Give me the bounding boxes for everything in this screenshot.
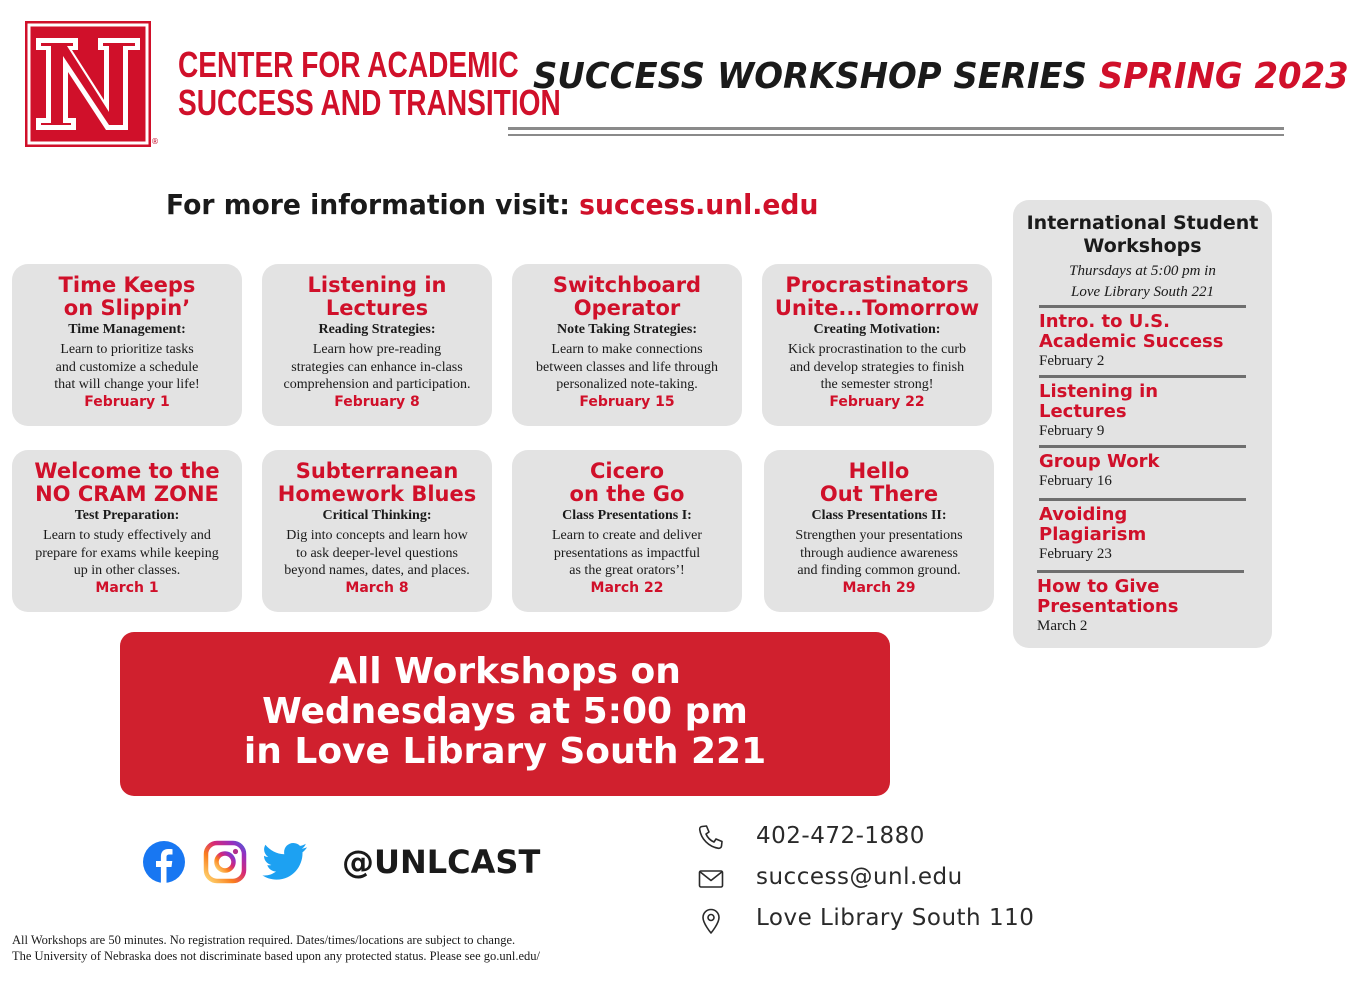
item-divider — [1039, 445, 1246, 448]
workshop-category: Class Presentations II: — [811, 508, 947, 523]
workshop-card — [512, 264, 742, 426]
series-term: SPRING 2023 — [1098, 56, 1349, 97]
banner-line2: Wednesdays at 5:00 pm — [262, 691, 748, 732]
registered-mark: ® — [151, 137, 159, 146]
facebook-icon[interactable] — [142, 840, 186, 884]
workshop-description: Learn to create and deliver presentations as impactful as the great orators’! — [551, 528, 703, 578]
workshop-date: March 22 — [590, 579, 664, 596]
email-address[interactable]: success@unl.edu — [756, 864, 963, 890]
international-item-title: Listening in Lectures — [1039, 381, 1159, 422]
phone-number[interactable]: 402-472-1880 — [756, 823, 925, 849]
workshop-category: Creating Motivation: — [813, 322, 941, 337]
phone-icon — [698, 824, 724, 850]
footnote-line2: The University of Nebraska does not discriminate based upon any protected status. Please see go.unl.edu/ — [12, 949, 540, 963]
international-title — [1013, 212, 1272, 258]
item-divider — [1039, 305, 1246, 308]
workshop-category: Class Presentations I: — [562, 508, 692, 523]
workshop-description: Learn to prioritize tasks and customize a schedule that will change your life! — [54, 342, 200, 392]
international-item-date: March 2 — [1037, 618, 1088, 634]
international-item-title: How to Give Presentations — [1037, 576, 1179, 617]
org-name-line2: SUCCESS AND TRANSITION — [178, 82, 561, 123]
workshop-card — [512, 450, 742, 612]
item-divider — [1037, 570, 1244, 573]
international-item-date: February 2 — [1039, 353, 1105, 369]
international-item-date: February 23 — [1039, 546, 1112, 562]
international-item-title: Intro. to U.S. Academic Success — [1039, 311, 1224, 352]
more-info-label: For more information visit: — [166, 188, 570, 221]
header-divider — [508, 127, 1284, 130]
international-item — [1039, 375, 1246, 441]
workshop-card — [12, 450, 242, 612]
org-name-line1: CENTER FOR ACADEMIC — [178, 44, 519, 85]
workshop-date: February 8 — [334, 393, 420, 410]
workshop-description: Strengthen your presentations through audience awareness and finding common ground. — [795, 528, 963, 578]
workshop-title: Time Keeps on Slippin’ — [58, 273, 196, 320]
international-schedule — [1013, 261, 1272, 303]
workshop-date: March 29 — [842, 579, 916, 596]
workshop-category: Test Preparation: — [74, 508, 180, 523]
series-title-main: SUCCESS WORKSHOP SERIES — [533, 56, 1087, 97]
international-title-line1: International Student — [1026, 212, 1259, 234]
workshop-card — [762, 264, 992, 426]
workshop-title: Hello Out There — [819, 459, 939, 506]
workshop-title: Welcome to the NO CRAM ZONE — [34, 459, 220, 506]
more-info-line — [166, 188, 818, 221]
location-pin-icon — [698, 908, 724, 934]
workshop-category: Critical Thinking: — [322, 508, 432, 523]
international-item — [1037, 570, 1244, 636]
university-n-logo — [24, 20, 152, 148]
workshop-description: Kick procrastination to the curb and develop strategies to finish the semester strong! — [787, 342, 967, 392]
banner-line3: in Love Library South 221 — [243, 731, 767, 772]
international-item — [1039, 445, 1246, 491]
international-item-date: February 16 — [1039, 473, 1112, 489]
international-schedule-line2: Love Library South 221 — [1071, 284, 1214, 300]
header-divider — [508, 134, 1284, 136]
workshop-title: Listening in Lectures — [307, 273, 447, 320]
workshop-card — [764, 450, 994, 612]
social-handle[interactable]: @UNLCAST — [342, 843, 541, 881]
workshop-description: Dig into concepts and learn how to ask deeper-level questions beyond names, dates, and places. — [284, 528, 470, 578]
international-title-line2: Workshops — [1083, 235, 1202, 257]
instagram-icon[interactable] — [203, 840, 247, 884]
workshop-category: Time Management: — [68, 322, 186, 337]
workshop-title: Procrastinators Unite...Tomorrow — [774, 273, 980, 320]
international-item-date: February 9 — [1039, 423, 1105, 439]
schedule-banner — [120, 632, 890, 796]
international-workshops-panel — [1013, 200, 1272, 648]
international-item — [1039, 305, 1246, 371]
workshop-date: March 8 — [345, 579, 409, 596]
workshop-date: February 22 — [829, 393, 925, 410]
twitter-icon[interactable] — [262, 840, 308, 884]
office-location: Love Library South 110 — [756, 905, 1035, 931]
workshop-card — [262, 450, 492, 612]
workshop-description: Learn to make connections between classes and life through personalized note-taking. — [536, 342, 718, 392]
website-link[interactable]: success.unl.edu — [579, 188, 819, 221]
international-item-title: Avoiding Plagiarism — [1039, 504, 1147, 545]
workshop-card — [262, 264, 492, 426]
workshop-card — [12, 264, 242, 426]
workshop-description: Learn to study effectively and prepare for exams while keeping up in other classes. — [35, 528, 219, 578]
banner-line1: All Workshops on — [329, 651, 681, 692]
international-schedule-line1: Thursdays at 5:00 pm in — [1069, 263, 1216, 279]
workshop-title: Subterranean Homework Blues — [277, 459, 477, 506]
footnote — [12, 932, 540, 964]
international-item — [1039, 498, 1246, 564]
workshop-title: Switchboard Operator — [552, 273, 702, 320]
series-title — [533, 56, 1349, 97]
workshop-date: February 1 — [84, 393, 170, 410]
item-divider — [1039, 498, 1246, 501]
email-icon — [698, 866, 724, 892]
workshop-date: March 1 — [95, 579, 159, 596]
workshop-title: Cicero on the Go — [569, 459, 685, 506]
workshop-description: Learn how pre-reading strategies can enhance in-class comprehension and participation. — [283, 342, 471, 392]
workshop-category: Note Taking Strategies: — [557, 322, 697, 337]
item-divider — [1039, 375, 1246, 378]
footnote-line1: All Workshops are 50 minutes. No registration required. Dates/times/locations are subject to change. — [12, 933, 516, 947]
international-item-title: Group Work — [1039, 451, 1160, 472]
workshop-category: Reading Strategies: — [318, 322, 436, 337]
workshop-date: February 15 — [579, 393, 675, 410]
